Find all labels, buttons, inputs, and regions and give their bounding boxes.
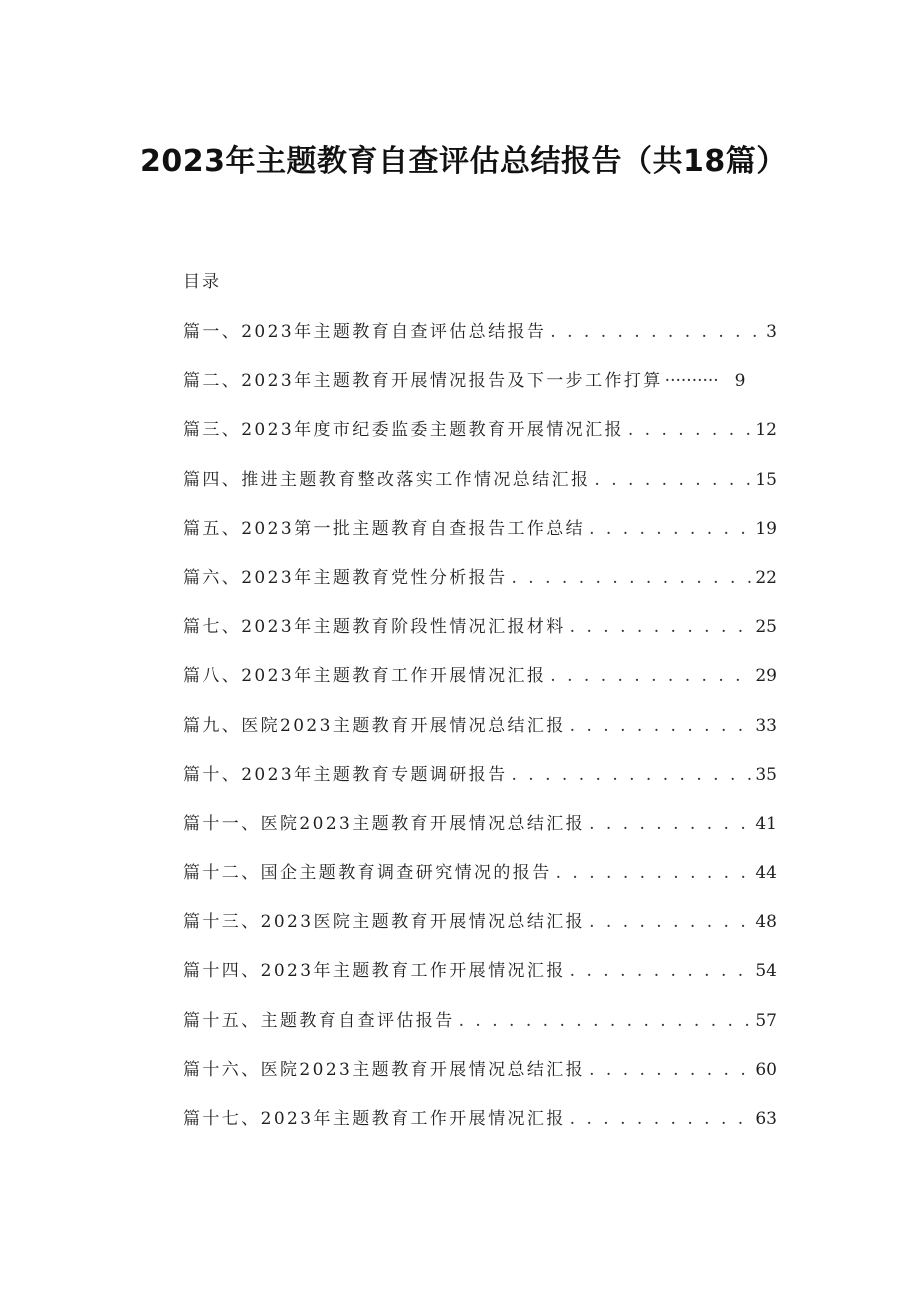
dot-leader [570,714,754,738]
dot-leader [550,320,764,344]
toc-page-number: 54 [755,961,777,982]
toc-page-number: 33 [755,715,777,736]
dot-leader [589,812,753,836]
dot-leader [589,1058,753,1082]
toc-entry-label: 篇十三、2023医院主题教育开展情况总结汇报 [183,912,586,933]
toc-entry-7[interactable] [183,615,777,664]
toc-page-number: 48 [755,912,777,933]
toc-page-number: 25 [755,617,777,638]
toc-entry-1[interactable] [183,320,777,369]
toc-entry-label: 篇二、2023年主题教育开展情况报告及下一步工作打算 [183,371,663,392]
toc-entry-13[interactable] [183,910,777,959]
toc-entry-14[interactable] [183,959,777,1008]
toc-entry-label: 篇七、2023年主题教育阶段性情况汇报材料 [183,617,566,638]
toc-entry-17[interactable] [183,1107,777,1156]
toc-entry-label: 篇十七、2023年主题教育工作开展情况汇报 [183,1109,566,1129]
toc-page-number: 22 [755,567,777,588]
toc-page-number: 44 [755,863,777,884]
toc-entry-5[interactable] [183,517,777,566]
toc-page-number: 29 [755,666,777,687]
dot-leader [511,566,753,590]
toc-entry-4[interactable] [183,468,777,517]
toc-page-number: 63 [755,1109,777,1129]
toc-entry-2[interactable] [183,369,777,418]
toc-entry-9[interactable] [183,714,777,763]
dot-leader [550,664,753,688]
toc-entry-12[interactable] [183,861,777,910]
dot-leader [556,861,754,885]
table-of-contents [183,320,777,1156]
toc-entry-8[interactable] [183,664,777,713]
document-title: 2023年主题教育自查评估总结报告（共18篇） [140,144,787,179]
dot-leader [570,959,754,983]
toc-entry-label: 篇十二、国企主题教育调查研究情况的报告 [183,863,552,884]
toc-page-number: 12 [755,420,777,441]
toc-entry-label: 篇四、推进主题教育整改落实工作情况总结汇报 [183,469,591,490]
toc-page-number: 19 [755,518,777,539]
dot-leader [589,517,753,541]
dot-leader [459,1009,754,1033]
toc-entry-10[interactable] [183,763,777,812]
toc-entry-label: 篇十、2023年主题教育专题调研报告 [183,764,508,785]
toc-entry-15[interactable] [183,1009,777,1058]
dot-leader [570,615,754,639]
toc-page-number: 3 [766,322,777,342]
toc-page-number: 60 [755,1059,777,1080]
toc-page-number: 9 [734,371,746,392]
toc-entry-16[interactable] [183,1058,777,1107]
toc-entry-11[interactable] [183,812,777,861]
toc-entry-label: 篇九、医院2023主题教育开展情况总结汇报 [183,715,566,736]
toc-entry-6[interactable] [183,566,777,615]
dot-leader [570,1107,754,1131]
toc-page-number: 41 [755,813,777,834]
toc-page-number: 15 [755,469,777,490]
toc-heading: 目录 [183,272,221,292]
dot-leader [589,910,753,934]
toc-entry-label: 篇十四、2023年主题教育工作开展情况汇报 [183,961,566,982]
dot-leader [628,418,753,442]
toc-entry-label: 篇一、2023年主题教育自查评估总结报告 [183,322,547,342]
toc-page-number: 57 [755,1010,777,1031]
toc-entry-label: 篇十一、医院2023主题教育开展情况总结汇报 [183,813,586,834]
toc-entry-label: 篇五、2023第一批主题教育自查报告工作总结 [183,518,586,539]
toc-entry-3[interactable] [183,418,777,467]
toc-entry-label: 篇三、2023年度市纪委监委主题教育开展情况汇报 [183,420,624,441]
dot-leader [594,468,753,492]
toc-page-number: 35 [755,764,777,785]
dot-leader [665,369,735,393]
toc-entry-label: 篇十五、主题教育自查评估报告 [183,1010,455,1031]
toc-entry-label: 篇八、2023年主题教育工作开展情况汇报 [183,666,547,687]
toc-entry-label: 篇十六、医院2023主题教育开展情况总结汇报 [183,1059,586,1080]
dot-leader [511,763,753,787]
toc-entry-label: 篇六、2023年主题教育党性分析报告 [183,567,508,588]
